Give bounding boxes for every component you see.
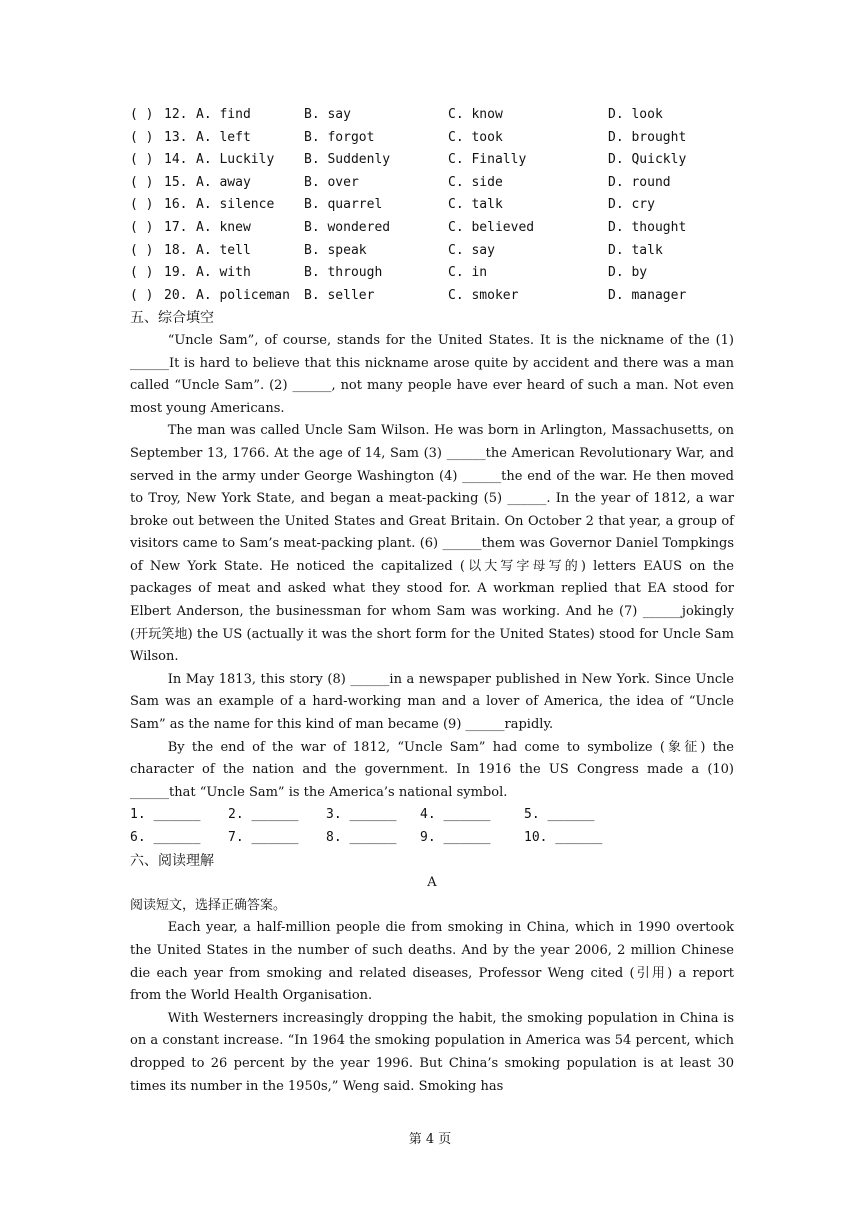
option-a: A. Luckily [196,152,275,168]
answer-bracket: ( ) [130,265,154,281]
option-c: C. talk [448,197,503,213]
option-c: C. took [448,129,503,145]
option-b: B. over [304,174,359,190]
cloze-paragraph: By the end of the war of 1812, “Uncle Sam” had come to symbolize (象征) the character of the nation and the government. In 1916 the US Congress made a (10) ______that “Uncle Sam” is the America’s national symbol. [130,739,734,800]
section-heading-cloze: 五、综合填空 [130,310,214,327]
option-d: D. Quickly [608,152,687,168]
option-d: D. brought [608,129,687,145]
option-b: B. speak [304,242,367,258]
section-heading-reading: 六、阅读理解 [130,852,214,869]
question-number: 17. [164,219,188,235]
answer-blank: 2. ______ [228,807,299,823]
choice-row-20 [130,285,734,308]
question-number: 12. [164,107,188,122]
reading-instruction: 阅读短文，选择正确答案。 [130,897,287,913]
answer-bracket: ( ) [130,242,154,258]
choice-row-12 [130,104,734,127]
choice-list [130,104,734,307]
option-b: B. say [304,107,351,122]
question-number: 13. [164,129,188,145]
answer-bracket: ( ) [130,174,154,190]
answer-blank: 5. ______ [524,807,595,823]
choice-row-13 [130,127,734,150]
option-c: C. side [448,174,503,190]
answer-blank: 4. ______ [420,807,491,823]
answer-blank: 7. ______ [228,830,299,845]
reading-paragraph: Each year, a half-million people die from smoking in China, which in 1990 overtook the United States in the number of such deaths. And by the year 2006, 2 million Chinese die each year from smoking and related diseases, Professor Weng cited (引用) a report from the World Health Organisation. [130,920,734,1004]
document-page [130,104,734,1098]
option-b: B. quarrel [304,197,383,213]
option-a: A. with [196,265,251,281]
question-number: 20. [164,287,188,303]
option-a: A. knew [196,219,251,235]
answer-blank: 9. ______ [420,830,491,845]
option-d: D. by [608,265,648,281]
cloze-paragraph: In May 1813, this story (8) ______in a newspaper published in New York. Since Uncle Sam was an example of a hard-working man and a lover of America, the idea of “Uncle Sam” as the name for this kind of man became (9) ______rapidly. [130,671,734,733]
option-d: D. look [608,107,663,122]
question-number: 14. [164,152,188,168]
option-a: A. policeman [196,287,290,303]
answer-bracket: ( ) [130,107,154,122]
question-number: 18. [164,242,188,258]
answer-blanks [130,804,734,849]
option-a: A. silence [196,197,275,213]
choice-row-15 [130,172,734,195]
option-a: A. left [196,129,251,145]
cloze-paragraph: The man was called Uncle Sam Wilson. He was born in Arlington, Massachusetts, on September 13, 1766. At the age of 14, Sam (3) ______the American Revolutionary War, and served in the army under George Washington (4) ______the end of the war. He then moved to Troy, New York State, and began a meat-packing (5) ______. In the year of 1812, a war broke out between the United States and Great Britain. On October 2 that year, a group of visitors came to Sam’s meat-packing plant. (6) ______them was Governor Daniel Tompkings of New York State. He noticed the capitalized (以大写字母写的) letters EAUS on the packages of meat and asked what they stood for. A workman replied that EA stood for Elbert Anderson, the businessman for whom Sam was working. And he (7) ______jokingly (开玩笑地) the US (actually it was the short form for the United States) stood for Uncle Sam Wilson. [130,423,734,665]
question-number: 16. [164,197,188,213]
option-a: A. away [196,174,251,190]
option-b: B. forgot [304,129,375,145]
answer-blank: 3. ______ [326,807,397,823]
answer-bracket: ( ) [130,152,154,168]
answer-bracket: ( ) [130,197,154,213]
option-b: B. Suddenly [304,152,391,168]
choice-row-16 [130,194,734,217]
choice-row-14 [130,149,734,172]
answer-bracket: ( ) [130,287,154,303]
choice-row-17 [130,217,734,240]
option-c: C. Finally [448,152,527,168]
answer-blank: 6. ______ [130,830,201,845]
option-c: C. believed [448,219,535,235]
answer-bracket: ( ) [130,129,154,145]
passage-label: A [427,875,437,891]
choice-row-18 [130,240,734,263]
option-c: C. say [448,242,495,258]
option-b: B. through [304,265,383,281]
choice-row-19 [130,262,734,285]
reading-paragraph: With Westerners increasingly dropping the habit, the smoking population in China is on a constant increase. “In 1964 the smoking population in America was 54 percent, which dropped to 26 percent by the year 1996. But China’s smoking population is at least 30 times its number in the 1950s,” Weng said. Smoking has [130,1010,734,1094]
question-number: 19. [164,265,188,281]
option-a: A. tell [196,242,251,258]
option-b: B. seller [304,287,375,303]
option-c: C. smoker [448,287,519,303]
option-d: D. manager [608,287,687,303]
option-d: D. thought [608,219,687,235]
answer-blanks-row [130,804,734,827]
option-a: A. find [196,107,251,122]
answer-bracket: ( ) [130,219,154,235]
page-number: 第 4 页 [408,1132,452,1147]
option-b: B. wondered [304,219,391,235]
option-d: D. cry [608,197,655,213]
option-c: C. know [448,107,503,122]
option-d: D. round [608,174,671,190]
option-d: D. talk [608,242,663,258]
answer-blanks-row [130,827,734,850]
answer-blank: 10. ______ [524,830,603,845]
question-number: 15. [164,174,188,190]
cloze-paragraph: “Uncle Sam”, of course, stands for the United States. It is the nickname of the (1) ______It is hard to believe that this nickname arose quite by accident and there was a man called “Uncle Sam”. (2) ______, not many people have ever heard of such a man. Not even most young Americans. [130,332,734,416]
answer-blank: 1. ______ [130,807,201,823]
option-c: C. in [448,265,488,281]
answer-blank: 8. ______ [326,830,397,845]
